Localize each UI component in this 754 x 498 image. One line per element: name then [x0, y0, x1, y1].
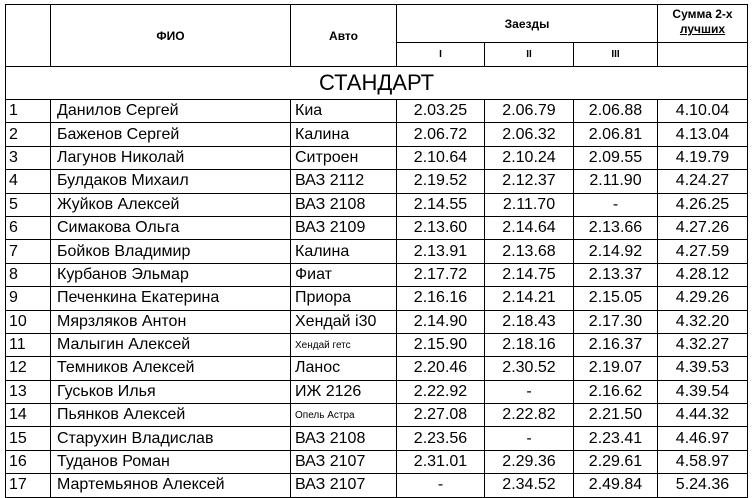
race-2-time: 2.30.52 — [485, 357, 574, 380]
driver-name: Данилов Сергей — [51, 100, 291, 123]
header-races: Заезды — [397, 5, 658, 43]
best-two-sum: 4.29.26 — [658, 287, 748, 310]
table-row — [6, 310, 748, 333]
race-3-time: 2.17.30 — [574, 310, 658, 333]
race-3-time: 2.16.37 — [574, 333, 658, 356]
row-number: 1 — [6, 100, 51, 123]
race-1-time: 2.31.01 — [397, 450, 485, 473]
race-2-time: 2.29.36 — [485, 450, 574, 473]
race-3-time: 2.06.81 — [574, 123, 658, 146]
race-2-time: - — [485, 380, 574, 403]
header-sum-blank — [658, 43, 748, 67]
best-two-sum: 4.46.97 — [658, 427, 748, 450]
row-number: 9 — [6, 287, 51, 310]
best-two-sum: 4.32.20 — [658, 310, 748, 333]
best-two-sum: 4.13.04 — [658, 123, 748, 146]
race-2-time: 2.22.82 — [485, 404, 574, 427]
driver-name: Мартемьянов Алексей — [51, 474, 291, 497]
race-1-time: 2.16.16 — [397, 287, 485, 310]
driver-name: Туданов Роман — [51, 450, 291, 473]
driver-name: Симакова Ольга — [51, 216, 291, 239]
car-model: Киа — [291, 100, 397, 123]
race-2-time: 2.06.32 — [485, 123, 574, 146]
race-1-time: 2.14.55 — [397, 193, 485, 216]
driver-name: Лагунов Николай — [51, 146, 291, 169]
race-3-time: 2.16.62 — [574, 380, 658, 403]
header-race-3: III — [574, 43, 658, 67]
table-row — [6, 170, 748, 193]
best-two-sum: 4.10.04 — [658, 100, 748, 123]
race-2-time: 2.14.21 — [485, 287, 574, 310]
header-race-1: I — [397, 43, 485, 67]
table-row — [6, 333, 748, 356]
best-two-sum: 4.58.97 — [658, 450, 748, 473]
section-title: СТАНДАРТ — [6, 67, 748, 100]
car-model: Калина — [291, 240, 397, 263]
car-model: ВАЗ 2112 — [291, 170, 397, 193]
race-2-time: 2.14.75 — [485, 263, 574, 286]
header-sum — [658, 5, 748, 43]
best-two-sum: 4.26.25 — [658, 193, 748, 216]
race-2-time: 2.10.24 — [485, 146, 574, 169]
best-two-sum: 4.19.79 — [658, 146, 748, 169]
driver-name: Печенкина Екатерина — [51, 287, 291, 310]
header-sum-line2: лучших — [679, 22, 726, 36]
car-model: ВАЗ 2107 — [291, 474, 397, 497]
race-3-time: 2.06.88 — [574, 100, 658, 123]
header-fio: ФИО — [51, 5, 291, 67]
best-two-sum: 4.28.12 — [658, 263, 748, 286]
table-row — [6, 357, 748, 380]
race-1-time: 2.06.72 — [397, 123, 485, 146]
car-model: ВАЗ 2107 — [291, 450, 397, 473]
header-sum-line1: Сумма 2-х — [672, 7, 733, 21]
row-number: 8 — [6, 263, 51, 286]
driver-name: Баженов Сергей — [51, 123, 291, 146]
race-3-time: - — [574, 193, 658, 216]
race-1-time: 2.10.64 — [397, 146, 485, 169]
best-two-sum: 4.24.27 — [658, 170, 748, 193]
race-2-time: 2.14.64 — [485, 216, 574, 239]
race-3-time: 2.29.61 — [574, 450, 658, 473]
row-number: 14 — [6, 404, 51, 427]
car-model: Хендай гетс — [291, 333, 397, 356]
race-1-time: 2.14.90 — [397, 310, 485, 333]
race-3-time: 2.09.55 — [574, 146, 658, 169]
best-two-sum: 4.27.59 — [658, 240, 748, 263]
table-row — [6, 380, 748, 403]
race-1-time: 2.15.90 — [397, 333, 485, 356]
driver-name: Пьянков Алексей — [51, 404, 291, 427]
header-blank — [6, 5, 51, 67]
best-two-sum: 5.24.36 — [658, 474, 748, 497]
table-row — [6, 193, 748, 216]
table-row — [6, 287, 748, 310]
row-number: 17 — [6, 474, 51, 497]
race-1-time: 2.03.25 — [397, 100, 485, 123]
car-model: ВАЗ 2109 — [291, 216, 397, 239]
race-3-time: 2.13.37 — [574, 263, 658, 286]
table-row — [6, 263, 748, 286]
race-2-time: 2.13.68 — [485, 240, 574, 263]
table-row — [6, 427, 748, 450]
driver-name: Мярзляков Антон — [51, 310, 291, 333]
race-3-time: 2.13.66 — [574, 216, 658, 239]
row-number: 10 — [6, 310, 51, 333]
row-number: 15 — [6, 427, 51, 450]
driver-name: Гуськов Илья — [51, 380, 291, 403]
table-row — [6, 146, 748, 169]
race-2-time: 2.18.16 — [485, 333, 574, 356]
driver-name: Темников Алексей — [51, 357, 291, 380]
row-number: 6 — [6, 216, 51, 239]
best-two-sum: 4.27.26 — [658, 216, 748, 239]
race-1-time: - — [397, 474, 485, 497]
race-2-time: 2.06.79 — [485, 100, 574, 123]
driver-name: Курбанов Эльмар — [51, 263, 291, 286]
car-model: Ситроен — [291, 146, 397, 169]
race-1-time: 2.23.56 — [397, 427, 485, 450]
driver-name: Старухин Владислав — [51, 427, 291, 450]
race-2-time: - — [485, 427, 574, 450]
race-1-time: 2.13.60 — [397, 216, 485, 239]
row-number: 11 — [6, 333, 51, 356]
table-row — [6, 123, 748, 146]
race-3-time: 2.21.50 — [574, 404, 658, 427]
row-number: 3 — [6, 146, 51, 169]
row-number: 13 — [6, 380, 51, 403]
car-model: Опель Астра — [291, 404, 397, 427]
row-number: 16 — [6, 450, 51, 473]
header-auto: Авто — [291, 5, 397, 67]
car-model: Фиат — [291, 263, 397, 286]
race-2-time: 2.18.43 — [485, 310, 574, 333]
car-model: ВАЗ 2108 — [291, 427, 397, 450]
race-3-time: 2.14.92 — [574, 240, 658, 263]
row-number: 2 — [6, 123, 51, 146]
table-row — [6, 404, 748, 427]
race-3-time: 2.19.07 — [574, 357, 658, 380]
table-row — [6, 216, 748, 239]
race-2-time: 2.34.52 — [485, 474, 574, 497]
header-race-2: II — [485, 43, 574, 67]
car-model: Хендай i30 — [291, 310, 397, 333]
car-model: ИЖ 2126 — [291, 380, 397, 403]
table-row — [6, 100, 748, 123]
table-row — [6, 240, 748, 263]
best-two-sum: 4.39.54 — [658, 380, 748, 403]
driver-name: Жуйков Алексей — [51, 193, 291, 216]
car-model: Приора — [291, 287, 397, 310]
race-2-time: 2.12.37 — [485, 170, 574, 193]
car-model: Ланос — [291, 357, 397, 380]
best-two-sum: 4.39.53 — [658, 357, 748, 380]
table-row — [6, 474, 748, 497]
best-two-sum: 4.32.27 — [658, 333, 748, 356]
race-1-time: 2.20.46 — [397, 357, 485, 380]
race-3-time: 2.11.90 — [574, 170, 658, 193]
race-1-time: 2.22.92 — [397, 380, 485, 403]
results-table — [5, 4, 748, 498]
race-3-time: 2.23.41 — [574, 427, 658, 450]
race-2-time: 2.11.70 — [485, 193, 574, 216]
driver-name: Бойков Владимир — [51, 240, 291, 263]
race-3-time: 2.15.05 — [574, 287, 658, 310]
race-1-time: 2.19.52 — [397, 170, 485, 193]
race-3-time: 2.49.84 — [574, 474, 658, 497]
driver-name: Булдаков Михаил — [51, 170, 291, 193]
row-number: 12 — [6, 357, 51, 380]
best-two-sum: 4.44.32 — [658, 404, 748, 427]
row-number: 7 — [6, 240, 51, 263]
car-model: ВАЗ 2108 — [291, 193, 397, 216]
row-number: 5 — [6, 193, 51, 216]
race-1-time: 2.27.08 — [397, 404, 485, 427]
table-row — [6, 450, 748, 473]
row-number: 4 — [6, 170, 51, 193]
race-1-time: 2.17.72 — [397, 263, 485, 286]
car-model: Калина — [291, 123, 397, 146]
race-1-time: 2.13.91 — [397, 240, 485, 263]
driver-name: Малыгин Алексей — [51, 333, 291, 356]
